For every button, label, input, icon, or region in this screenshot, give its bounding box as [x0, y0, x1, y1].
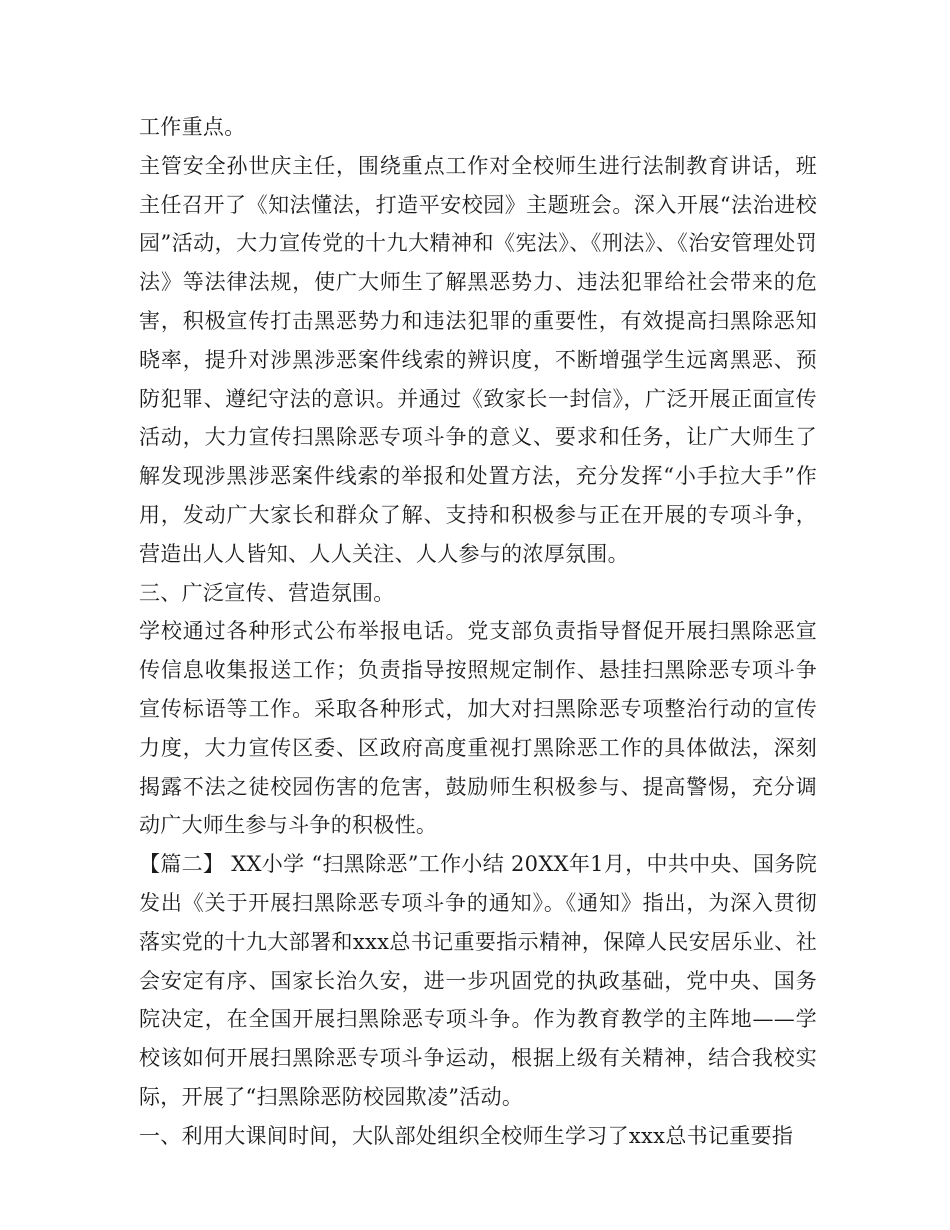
paragraph-part-two-intro: 【篇二】 XX小学 “扫黑除恶”工作小结 20XX年1月，中共中央、国务院发出《关于开展扫黑除恶专项斗争的通知》。《通知》指出，为深入贯彻落实党的十九大部署和xxx总书记重要指示精神，保障人民安居乐业、社会安定有序、国家长治久安，进一步巩固党的执政基础，党中央、国务院决定，在全国开展扫黑除恶专项斗争。作为教育教学的主阵地——学校该如何开展扫黑除恶专项斗争运动，根据上级有关精神，结合我校实际，开展了“扫黑除恶防校园欺凌”活动。: [139, 852, 817, 1109]
document-body: [139, 108, 817, 1156]
paragraph-item-one: 一、利用大课间时间，大队部处组织全校师生学习了xxx总书记重要指: [139, 1123, 794, 1148]
paragraph-legal-education: 主管安全孙世庆主任，围绕重点工作对全校师生进行法制教育讲话，班主任召开了《知法懂法，打造平安校园》主题班会。深入开展“法治进校园”活动，大力宣传党的十九大精神和《宪法》、《刑法》、《治安管理处罚法》等法律法规，使广大师生了解黑恶势力、违法犯罪给社会带来的危害，积极宣传打击黑恶势力和违法犯罪的重要性，有效提高扫黑除恶知晓率，提升对涉黑涉恶案件线索的辨识度，不断增强学生远离黑恶、预防犯罪、遵纪守法的意识。并通过《致家长一封信》，广泛开展正面宣传活动，大力宣传扫黑除恶专项斗争的意义、要求和任务，让广大师生了解发现涉黑涉恶案件线索的举报和处置方法，充分发挥“小手拉大手”作用，发动广大家长和群众了解、支持和积极参与正在开展的专项斗争，营造出人人皆知、人人关注、人人参与的浓厚氛围。: [139, 153, 817, 566]
paragraph-publicity: 学校通过各种形式公布举报电话。党支部负责指导督促开展扫黑除恶宣传信息收集报送工作；负责指导按照规定制作、悬挂扫黑除恶专项斗争宣传标语等工作。采取各种形式，加大对扫黑除恶专项整治行动的宣传力度，大力宣传区委、区政府高度重视打黑除恶工作的具体做法，深刻揭露不法之徒校园伤害的危害，鼓励师生积极参与、提高警惕，充分调动广大师生参与斗争的积极性。: [139, 619, 817, 838]
section-heading-publicity: 三、广泛宣传、营造氛围。: [139, 580, 395, 605]
paragraph-continuation: 工作重点。: [139, 115, 246, 139]
